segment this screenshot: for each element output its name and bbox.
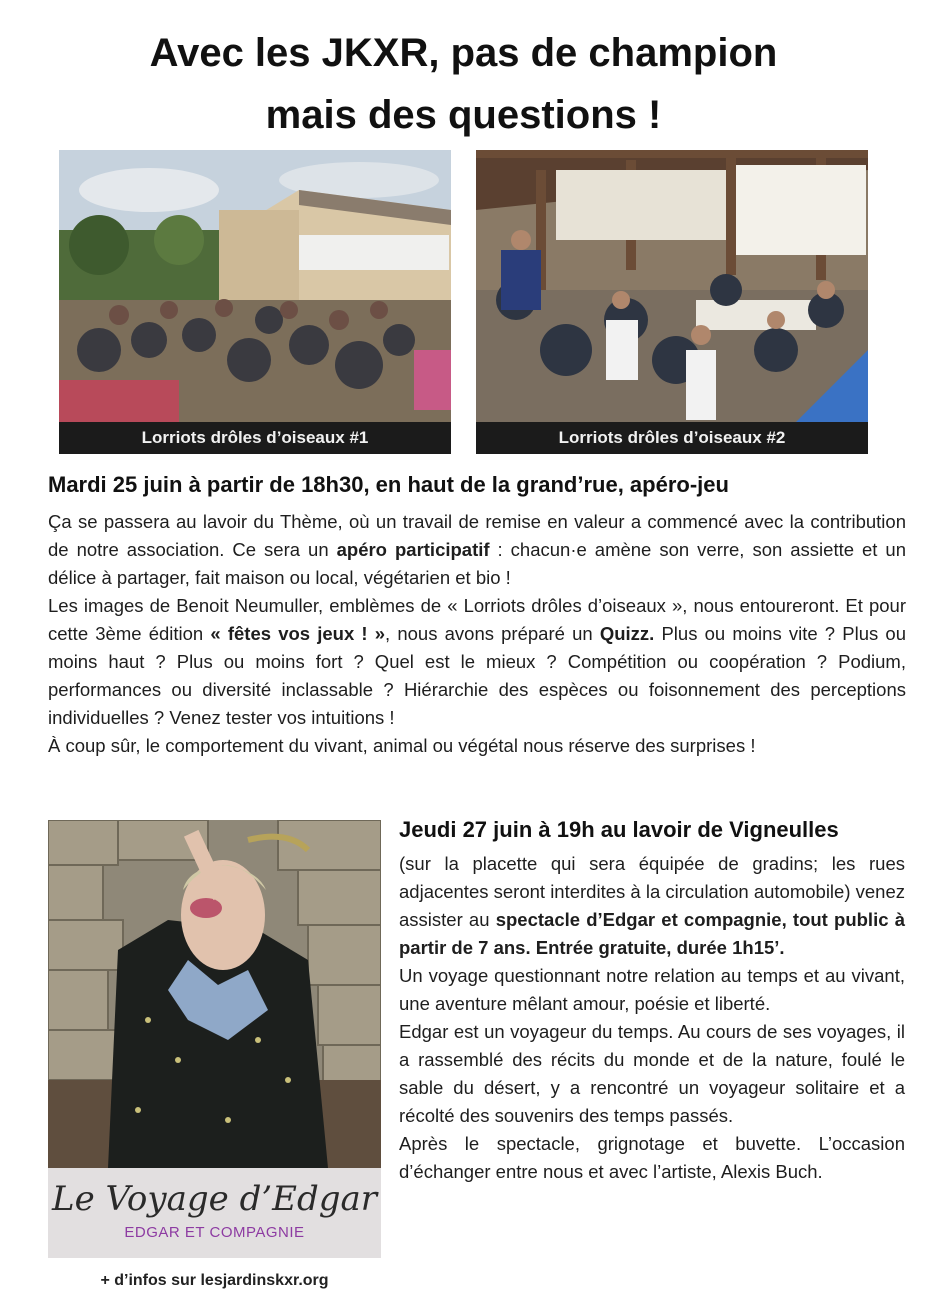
event-1-paragraph-1 — [48, 508, 906, 592]
photo-2-caption: Lorriots drôles d’oiseaux #2 — [476, 422, 868, 454]
event-2-p1-text: (sur la placette qui sera équipée de gradins; les rues adjacentes seront interdites à la circulation automobile) venez assister au — [399, 853, 905, 930]
event-2-body — [399, 850, 905, 1186]
event-1-p1-bold: apéro participatif — [336, 539, 490, 560]
event-2-paragraph-4: Après le spectacle, grignotage et buvette. L’occasion d’échanger entre nous et avec l’artiste, Alexis Buch. — [399, 1133, 905, 1182]
event-2-paragraph-1 — [399, 850, 905, 962]
title-line-1: Avec les JKXR, pas de champion — [149, 31, 778, 75]
edgar-banner — [48, 1168, 381, 1258]
event-1-p2-text-c: Plus ou moins vite ? Plus ou moins haut ? Plus ou moins fort ? Quel est le mieux ? Compétition ou coopération ? Podium, performances ou diversité inclassable ? Hiérarchie des espèces ou foisonnement des perceptions individuelles ? Venez tester vos intuitions ! — [48, 623, 906, 728]
event-2-paragraph-2: Un voyage questionnant notre relation au temps et au vivant, une aventure mêlant amour, poésie et liberté. — [399, 965, 905, 1014]
banner-title: Le Voyage d’Edgar — [51, 1179, 378, 1219]
event-1-body — [48, 508, 906, 760]
event-1-heading: Mardi 25 juin à partir de 18h30, en haut de la grand’rue, apéro-jeu — [48, 472, 729, 497]
page-title — [0, 22, 927, 146]
event-1-p2-text-a: Les images de Benoit Neumuller, emblèmes de « Lorriots drôles d’oiseaux », nous entoureront. Et pour cette 3ème édition — [48, 595, 906, 644]
event-1-p1-text-b: : chacun·e amène son verre, son assiette et un délice à partager, fait maison ou local, végétarien et bio ! — [48, 539, 907, 588]
event-2-paragraph-3: Edgar est un voyageur du temps. Au cours de ses voyages, il a rassemblé des récits du monde et de la nature, foulé le sable du désert, y a rencontré un voyageur solitaire et a récolté des souvenirs des temps passés. — [399, 1021, 905, 1126]
edgar-performer-photo — [48, 820, 381, 1168]
photo-1-caption: Lorriots drôles d’oiseaux #1 — [59, 422, 451, 454]
event-2-section — [399, 812, 905, 1186]
photo-buffet-crowd — [476, 150, 868, 422]
title-line-2: mais des questions ! — [265, 93, 662, 137]
event-1-p2-bold-1: « fêtes vos jeux ! » — [210, 623, 386, 644]
banner-subtitle: EDGAR ET COMPAGNIE — [124, 1224, 305, 1241]
event-2-p1-bold: spectacle d’Edgar et compagnie, tout public à partir de 7 ans. Entrée gratuite, durée 1h15’. — [399, 909, 905, 958]
event-1-p1-text-a: Ça se passera au lavoir du Thème, où un travail de remise en valeur a commencé avec la contribution de notre association. Ce sera un — [48, 511, 906, 560]
event-1-paragraph-3: À coup sûr, le comportement du vivant, animal ou végétal nous réserve des surprises ! — [48, 735, 756, 756]
event-2-heading: Jeudi 27 juin à 19h au lavoir de Vigneulles — [399, 817, 839, 842]
event-1-p2-text-b: , nous avons préparé un — [385, 623, 600, 644]
event-1-section — [48, 468, 906, 760]
event-1-paragraph-2 — [48, 592, 906, 732]
event-1-p2-bold-2: Quizz. — [599, 623, 655, 644]
more-info-link[interactable]: + d’infos sur lesjardinskxr.org — [100, 1272, 329, 1289]
photo-garden-audience — [59, 150, 451, 422]
